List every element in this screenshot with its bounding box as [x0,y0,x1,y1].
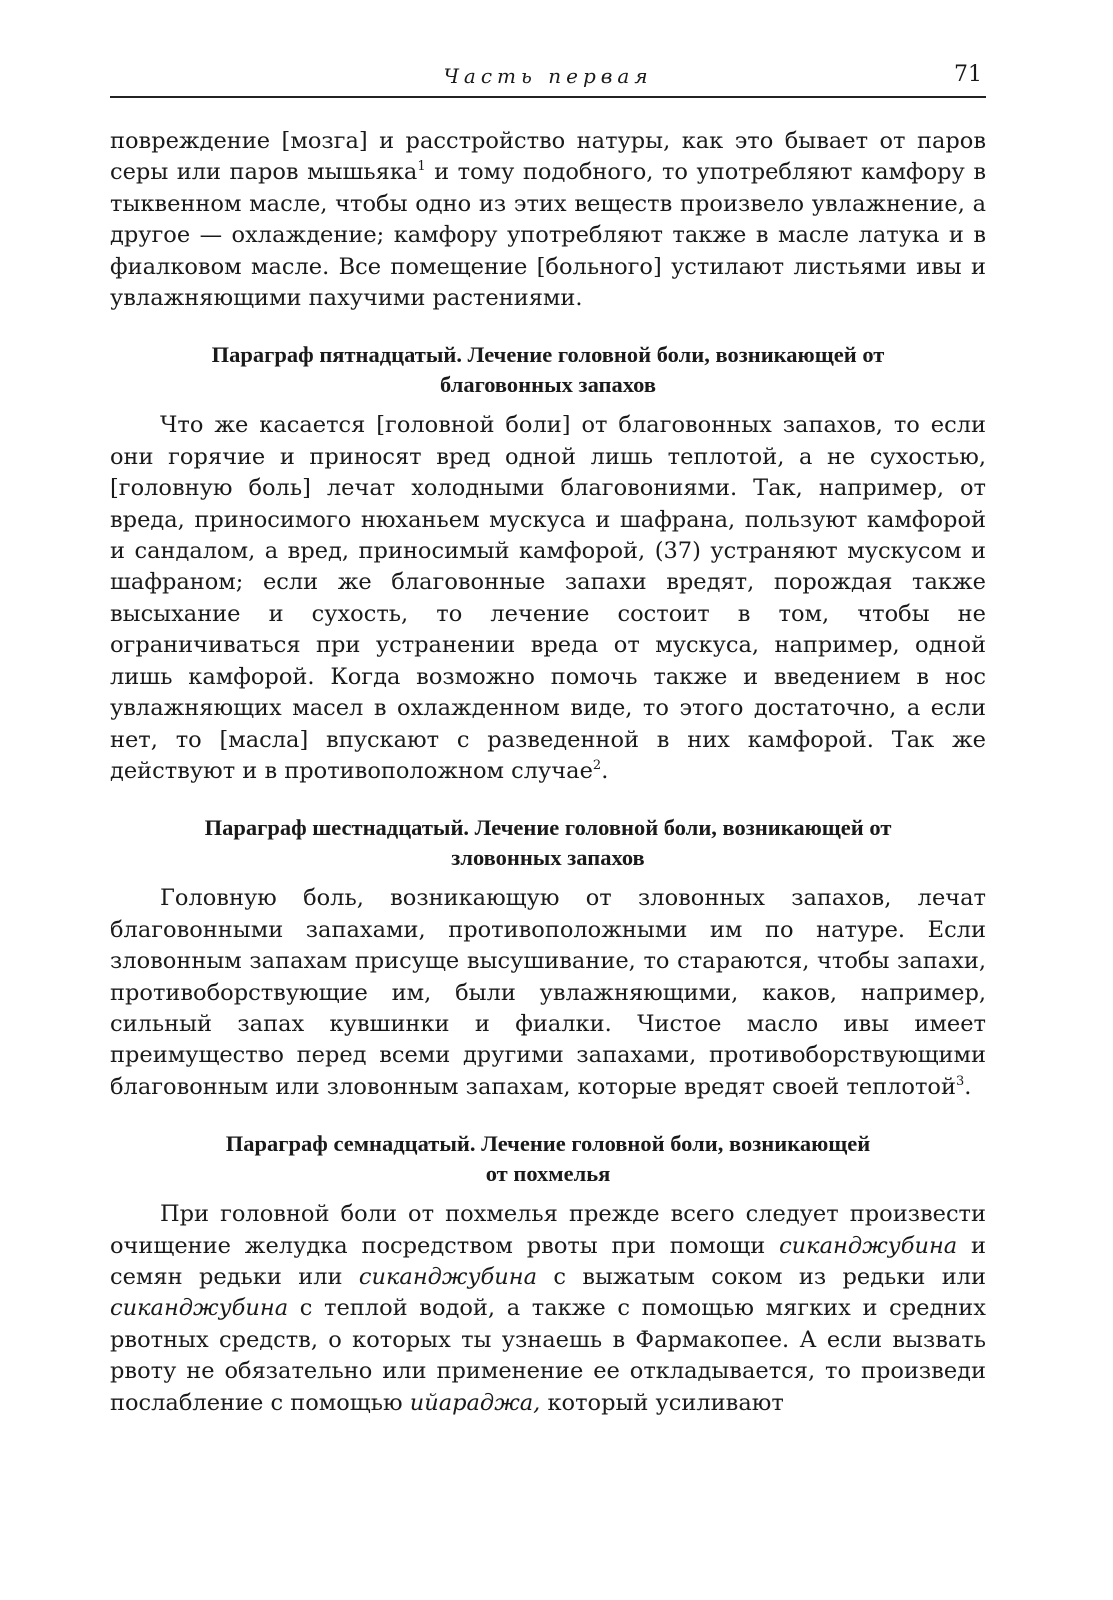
paragraph-text: и тому подобного, то употребляют камфору в тыквенном масле, чтобы одно из этих веществ произвело увлажнение, а другое — охлаждение; камфору употребляют также в масле латука и в фиалковом масле. Все помещение [больного] устилают листьями ивы и увлажняющими пахучими растениями. [110,159,986,312]
footnote-ref: 2 [592,757,602,773]
italic-term: сиканджубина [110,1295,289,1322]
paragraph-16 [110,883,986,1103]
heading-line: Параграф шестнадцатый. Лечение головной боли, возникающей от [204,815,892,841]
paragraph-text: . [964,1073,972,1100]
heading-line: благовонных запахов [440,372,656,398]
footnote-ref: 1 [417,159,426,175]
italic-term: сиканджубина [358,1263,537,1290]
paragraph-continuation [110,126,986,314]
paragraph-15 [110,410,986,787]
footnote-ref: 3 [955,1073,965,1089]
body-text [110,126,986,1419]
heading-line: зловонных запахов [451,845,645,871]
running-title: Часть первая [443,64,653,88]
paragraph-text: с теплой водой, а также с помощью мягких и средних рвотных средств, о которых ты узнаешь в Фармакопее. А если вызвать рвоту не обязательно или применение ее откладывается, то произведи послабление с помощью [110,1295,986,1416]
paragraph-text: . [601,757,609,784]
section-heading-16 [110,813,986,873]
heading-line: Параграф семнадцатый. Лечение головной боли, возникающей [225,1131,871,1157]
paragraph-text: и семян редьки или [110,1232,986,1290]
italic-term: сиканджубина [779,1232,958,1259]
italic-term: ийараджа, [409,1389,541,1416]
paragraph-text: который усиливают [540,1389,784,1416]
paragraph-text: повреждение [мозга] и расстройство натуры, как это бывает от паров серы или паров мышьяка [110,128,986,186]
paragraph-17 [110,1199,986,1419]
paragraph-text: с выжатым соком из редьки или [537,1263,987,1290]
heading-line: от похмелья [485,1161,611,1187]
running-head [110,62,986,98]
paragraph-text: При головной боли от похмелья прежде всего следует произвести очищение желудка посредством рвоты при помощи [110,1201,986,1259]
section-heading-17 [110,1129,986,1189]
heading-line: Параграф пятнадцатый. Лечение головной боли, возникающей от [211,342,885,368]
paragraph-text: Головную боль, возникающую от зловонных запахов, лечат благовонными запахами, противоположными им по натуре. Если зловонным запахам присуще высушивание, то стараются, чтобы запахи, противоборствующие им, были увлажняющими, каков, например, сильный запах кувшинки и фиалки. Чистое масло ивы имеет преимущество перед всеми другими запахами, противоборствующими благовонным или зловонным запахам, которые вредят своей теплотой [110,885,986,1100]
section-heading-15 [110,340,986,400]
page-number: 71 [954,62,982,87]
paragraph-text: Что же касается [головной боли] от благовонных запахов, то если они горячие и приносят вред одной лишь теплотой, а не сухостью, [головную боль] лечат холодными благовониями. Так, например, от вреда, приносимого нюханьем мускуса и шафрана, пользуют камфорой и сандалом, а вред, приносимый камфорой, (37) устраняют мускусом и шафраном; если же благовонные запахи вредят, порождая также высыхание и сухость, то лечение состоит в том, чтобы не ограничиваться при устранении вреда от мускуса, например, одной лишь камфорой. Когда возможно помочь также и введением в нос увлажняющих масел в охлажденном виде, то этого достаточно, а если нет, то [масла] впускают с разведенной в них камфорой. Так же действуют и в противоположном случае [110,412,986,784]
